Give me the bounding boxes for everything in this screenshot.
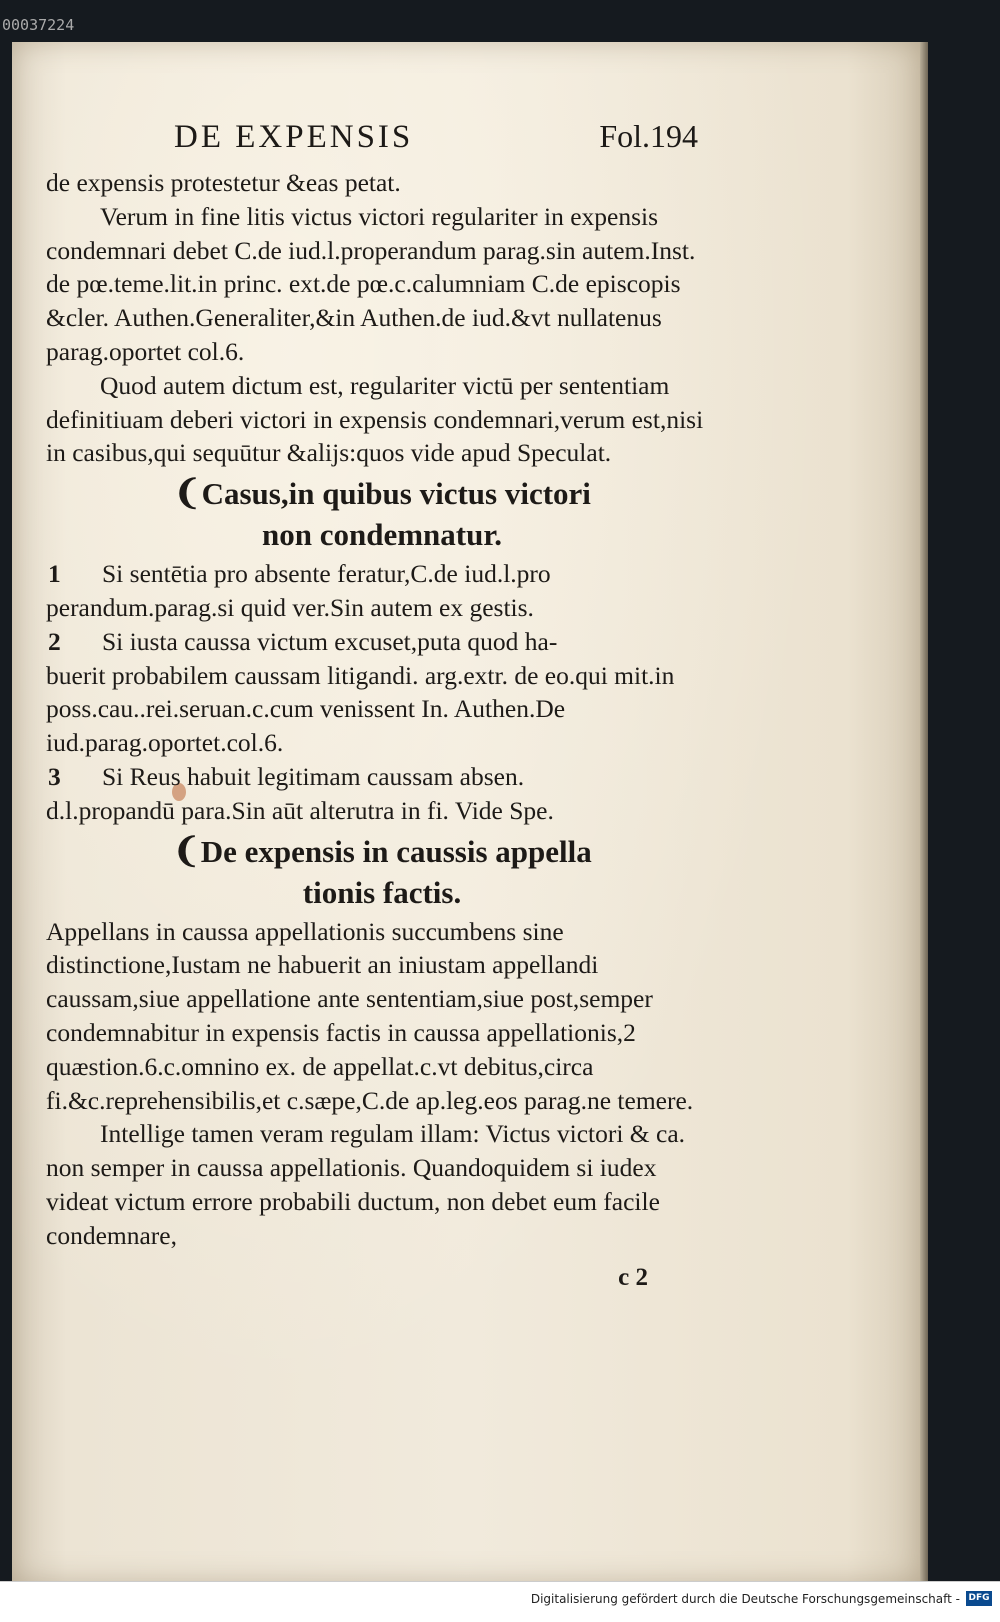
- paragraph: Verum in fine litis victus victori regulariter in expensis condemnari debet C.de iud.l.properandum parag.sin autem.Inst. de pœ.teme.lit.in princ. ext.de pœ.c.calumniam C.de episcopis &cler. Authen.Generaliter,&in Authen.de iud.&vt nullatenus parag.oportet col.6.: [46, 201, 696, 366]
- heading-line: tionis factis.: [302, 874, 462, 910]
- case-text: Si Reus habuit legitimam caussam absen.: [102, 761, 525, 791]
- header-title: DE EXPENSIS: [174, 119, 414, 155]
- page-edge: [920, 42, 928, 1582]
- case-text: Si iusta caussa victum excuset,puta quod ha-: [102, 626, 558, 656]
- paragraph: Quod autem dictum est, regulariter victū per sententiam definitiuam deberi victori in expensis condemnari,verum est,nisi in casibus,qui sequūtur &alijs:quos vide apud Speculat.: [46, 370, 704, 468]
- signature-mark: c 2: [618, 1263, 648, 1291]
- case-number: 3: [48, 761, 61, 791]
- heading-line: Casus,in quibus victus victori: [201, 476, 591, 512]
- page-text: [46, 118, 718, 1295]
- case-text: perandum.parag.si quid ver.Sin autem ex gestis.: [46, 592, 534, 622]
- case-item: [46, 625, 718, 760]
- pilcrow-icon: ❨: [172, 832, 201, 870]
- paragraph: Intellige tamen veram regulam illam: Victus victori & ca. non semper in caussa appellationis. Quandoquidem si iudex videat victum errore probabili ductum, non debet eum facile condemnare,: [46, 1119, 686, 1250]
- case-text: d.l.propandū para.Sin aūt alterutra in fi. Vide Spe.: [46, 795, 554, 825]
- case-number: 1: [48, 559, 61, 589]
- case-text: buerit probabilem caussam litigandi. arg.extr. de eo.qui mit.in poss.cau..rei.seruan.c.cum venissent In. Authen.De iud.parag.oportet.col.6.: [46, 660, 675, 758]
- dfg-logo: DFG: [966, 1591, 992, 1606]
- heading-line: De expensis in caussis appella: [200, 833, 592, 869]
- paragraph: de expensis protestetur &eas petat.: [46, 168, 401, 197]
- case-item: [46, 557, 718, 625]
- section-heading: [46, 831, 718, 913]
- case-number: 2: [48, 626, 61, 656]
- section-heading: [46, 473, 718, 555]
- scan-id: 00037224: [2, 16, 75, 34]
- running-header: [46, 118, 718, 166]
- pilcrow-icon: ❨: [173, 475, 202, 513]
- paragraph: Appellans in caussa appellationis succumbens sine distinctione,Iustam ne habuerit an iniustam appellandi caussam,siue appellatione ante sententiam,siue post,semper condemnabitur in expensis factis in caussa appellationis,2 quæstion.6.c.omnino ex. de appellat.c.vt debitus,circa fi.&c.reprehensibilis,et c.sæpe,C.de ap.leg.eos parag.ne temere.: [46, 916, 694, 1115]
- footer-bar: [0, 1581, 1000, 1622]
- case-item: [46, 760, 718, 828]
- case-text: Si sentētia pro absente feratur,C.de iud.l.pro: [102, 559, 551, 589]
- heading-line: non condemnatur.: [261, 517, 503, 553]
- funding-credit: Digitalisierung gefördert durch die Deutsche Forschungsgemeinschaft -: [530, 1592, 960, 1606]
- folio-number: Fol.194: [599, 118, 698, 154]
